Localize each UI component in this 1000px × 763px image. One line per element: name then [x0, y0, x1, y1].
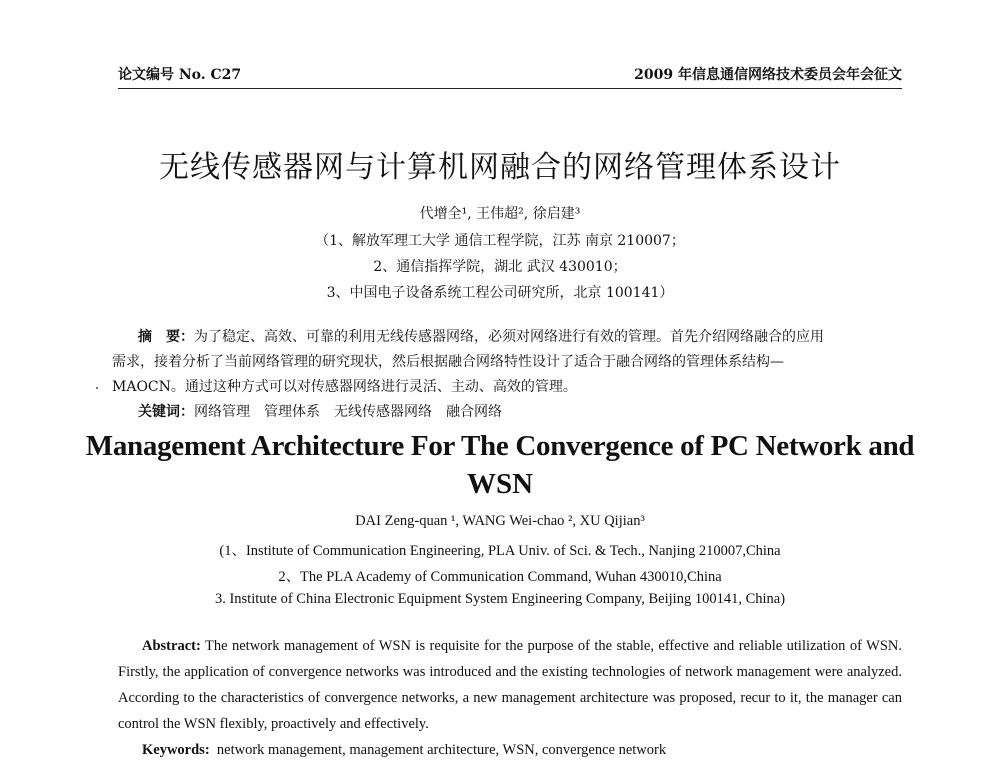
english-abstract — [118, 633, 902, 763]
chinese-abstract — [112, 325, 902, 425]
chinese-affiliation-1: （1、解放军理工大学 通信工程学院，江苏 南京 210007； — [315, 233, 685, 249]
english-title-line-2: WSN — [466, 468, 534, 500]
chinese-abstract-label: 摘 要： — [138, 329, 194, 345]
header-rule — [118, 88, 902, 89]
chinese-authors: 代增全¹, 王伟超², 徐启建³ — [419, 206, 581, 222]
chinese-affiliation-2: 2、通信指挥学院，湖北 武汉 430010； — [373, 259, 627, 275]
english-title-line-1: Management Architecture For The Convergence of PC Network and — [85, 430, 915, 462]
english-affiliation-2: 2、The PLA Academy of Communication Command, Wuhan 430010,China — [278, 569, 722, 585]
english-keywords-label: Keywords: — [142, 742, 210, 758]
english-keywords: network management, management architecture, WSN, convergence network — [216, 742, 667, 758]
chinese-abstract-line-1: 为了稳定、高效、可靠的利用无线传感器网络，必须对网络进行有效的管理。首先介绍网络融合的应用 — [194, 329, 824, 345]
scan-speck — [96, 387, 98, 389]
english-affiliation-3: 3. Institute of China Electronic Equipment System Engineering Company, Beijing 100141, China) — [214, 591, 786, 607]
chinese-keywords: 网络管理 管理体系 无线传感器网络 融合网络 — [194, 404, 502, 420]
english-abstract-text: The network management of WSN is requisite for the purpose of the stable, effective and reliable utilization of WSN. Firstly, the application of convergence networks was introduced and the existing technologies of network management were analyzed. According to the characteristics of convergence networks, a new management architecture was proposed, recur to it, the manager can control the WSN flexibly, proactively and effectively. — [118, 638, 902, 732]
conference-name: 2009 年信息通信网络技术委员会年会征文 — [634, 67, 902, 83]
chinese-abstract-line-3: MAOCN。通过这种方式可以对传感器网络进行灵活、主动、高效的管理。 — [112, 379, 577, 395]
english-authors: DAI Zeng-quan ¹, WANG Wei-chao ², XU Qijian³ — [355, 513, 645, 529]
english-abstract-label: Abstract: — [142, 638, 201, 654]
chinese-title: 无线传感器网与计算机网融合的网络管理体系设计 — [159, 150, 841, 185]
paper-number: 论文编号 No. C27 — [118, 67, 242, 83]
chinese-abstract-line-2: 需求，接着分析了当前网络管理的研究现状，然后根据融合网络特性设计了适合于融合网络的管理体系结构— — [112, 354, 784, 370]
chinese-keywords-label: 关键词： — [138, 404, 194, 420]
chinese-affiliation-3: 3、中国电子设备系统工程公司研究所，北京 100141） — [326, 285, 674, 301]
english-affiliation-1: (1、Institute of Communication Engineering, PLA Univ. of Sci. & Tech., Nanjing 210007,China — [219, 543, 781, 559]
